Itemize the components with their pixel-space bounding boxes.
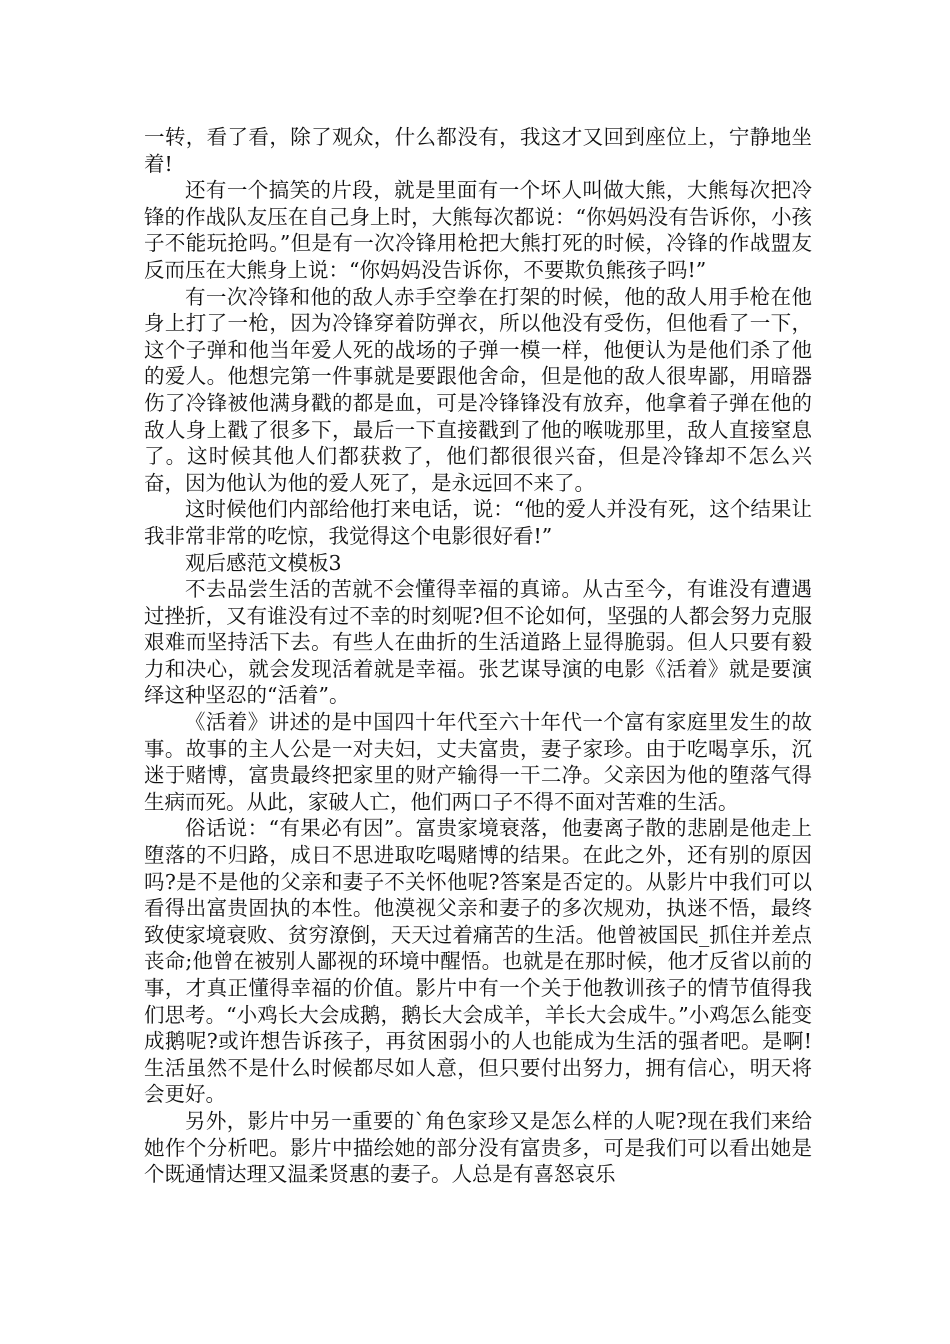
paragraph: 有一次冷锋和他的敌人赤手空拳在打架的时候，他的敌人用手枪在他身上打了一枪，因为冷锋穿着防弹衣，所以他没有受伤，但他看了一下，这个子弹和他当年爱人死的战场的子弹一模一样，他便认为是他们杀了他的爱人。他想完第一件事就是要跟他舍命，但是他的敌人很卑鄙，用暗器伤了冷锋被他满身戳的都是血，可是冷锋锋没有放弃，他拿着子弹在他的敌人身上戳了很多下，最后一下直接戳到了他的喉咙那里，敌人直接窒息了。这时候其他人们都获救了，他们都很很兴奋，但是冷锋却不怎么兴奋，因为他认为他的爱人死了，是永远回不来了。 bbox=[144, 284, 812, 495]
paragraph: 这时候他们内部给他打来电话，说：“他的爱人并没有死，这个结果让我非常非常的吃惊，我觉得这个电影很好看!” bbox=[144, 497, 812, 548]
paragraph: 还有一个搞笑的片段，就是里面有一个坏人叫做大熊，大熊每次把冷锋的作战队友压在自己身上时，大熊每次都说：“你妈妈没有告诉你，小孩子不能玩抢吗。”但是有一次冷锋用枪把大熊打死的时候，冷锋的作战盟友反而压在大熊身上说：“你妈妈没告诉你，不要欺负熊孩子吗!” bbox=[144, 178, 812, 282]
paragraph: 另外，影片中另一重要的`角色家珍又是怎么样的人呢?现在我们来给她作个分析吧。影片中描绘她的部分没有富贵多，可是我们可以看出她是个既通情达理又温柔贤惠的妻子。人总是有喜怒哀乐 bbox=[144, 1108, 812, 1187]
paragraph: 不去品尝生活的苦就不会懂得幸福的真谛。从古至今，有谁没有遭遇过挫折，又有谁没有过不幸的时刻呢?但不论如何，坚强的人都会努力克服艰难而坚持活下去。有些人在曲折的生活道路上显得脆弱。但人只要有毅力和决心，就会发现活着就是幸福。张艺谋导演的电影《活着》就是要演绎这种坚忍的“活着”。 bbox=[144, 577, 812, 708]
document-body bbox=[144, 124, 812, 1188]
paragraph: 一转，看了看，除了观众，什么都没有，我这才又回到座位上，宁静地坐着! bbox=[144, 125, 812, 176]
section-heading: 观后感范文模板3 bbox=[185, 550, 342, 575]
paragraph: 俗话说：“有果必有因”。富贵家境衰落，他妻离子散的悲剧是他走上堕落的不归路，成日不思进取吃喝赌博的结果。在此之外，还有别的原因吗?是不是他的父亲和妻子不关怀他呢?答案是否定的。从影片中我们可以看得出富贵固执的本性。他漠视父亲和妻子的多次规劝，执迷不悟，最终致使家境衰败、贫穷潦倒，天天过着痛苦的生活。他曾被国民_抓住并差点丧命;他曾在被别人鄙视的环境中醒悟。也就是在那时候，他才反省以前的事，才真正懂得幸福的价值。影片中有一个关于他教训孩子的情节值得我们思考。“小鸡长大会成鹅，鹅长大会成羊，羊长大会成牛。”小鸡怎么能变成鹅呢?或许想告诉孩子，再贫困弱小的人也能成为生活的强者吧。是啊!生活虽然不是什么时候都尽如人意，但只要付出努力，拥有信心，明天将会更好。 bbox=[144, 816, 812, 1107]
paragraph: 《活着》讲述的是中国四十年代至六十年代一个富有家庭里发生的故事。故事的主人公是一对夫妇，丈夫富贵，妻子家珍。由于吃喝享乐，沉迷于赌博，富贵最终把家里的财产输得一干二净。父亲因为他的堕落气得生病而死。从此，家破人亡，他们两口子不得不面对苦难的生活。 bbox=[144, 710, 812, 814]
